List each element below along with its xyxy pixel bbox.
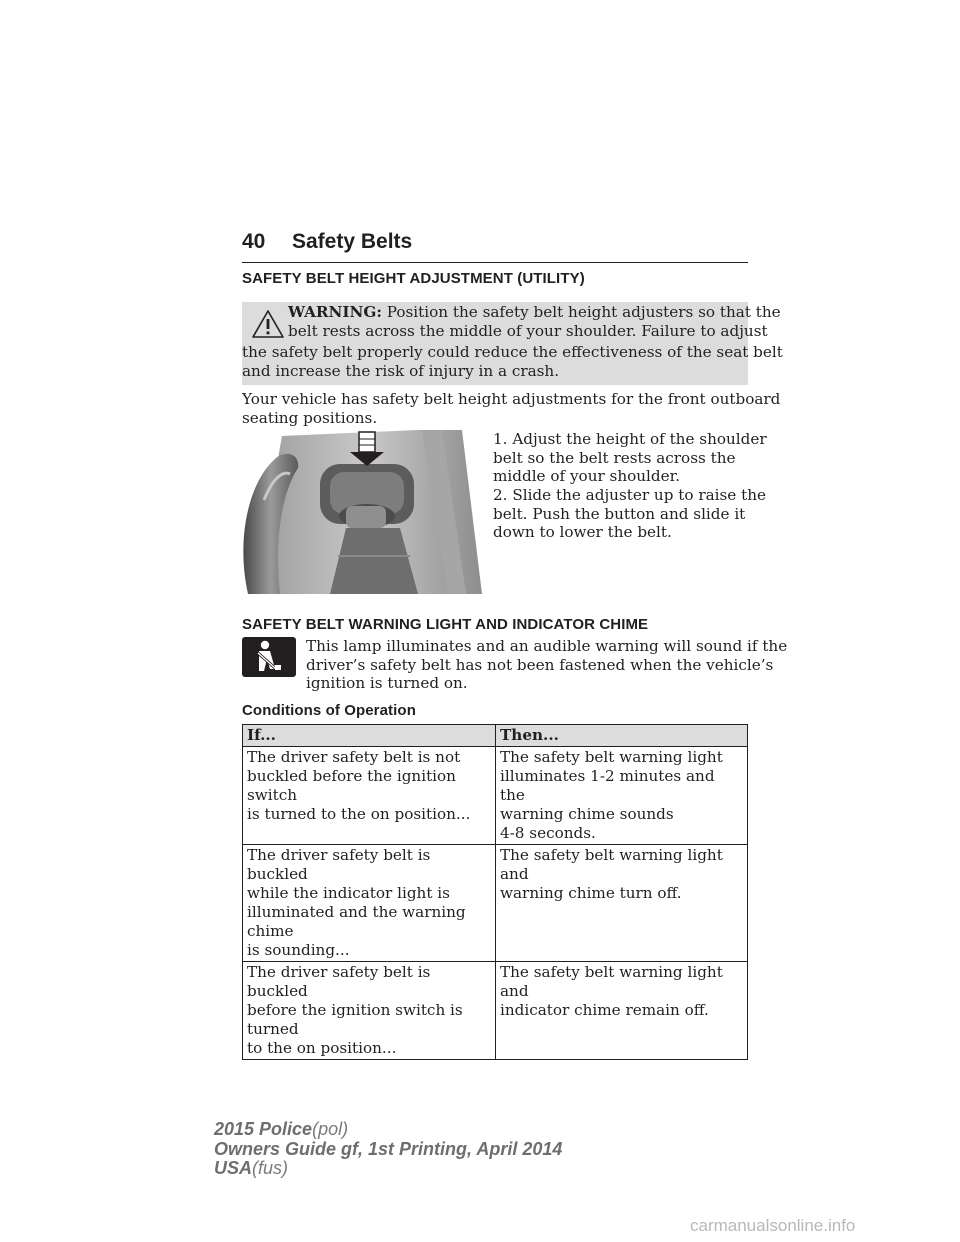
warning-line-2: belt rests across the middle of your shoulder. Failure to adjust bbox=[288, 322, 768, 340]
column-header-then: Then... bbox=[496, 725, 748, 747]
chapter-title: Safety Belts bbox=[292, 230, 413, 253]
column-header-if: If... bbox=[243, 725, 496, 747]
table-cell-then: The safety belt warning light illuminates 1-2 minutes and the warning chime sounds 4-8 seconds. bbox=[496, 747, 748, 845]
subheading-conditions: Conditions of Operation bbox=[242, 702, 416, 719]
page-number: 40 bbox=[242, 230, 266, 253]
print-footer bbox=[214, 1120, 562, 1179]
seatbelt-warning-icon bbox=[242, 637, 296, 677]
warning-light-description: This lamp illuminates and an audible warning will sound if the driver’s safety belt has not been fastened when the vehicle’s ignition is turned on. bbox=[306, 637, 788, 692]
table-cell-if: The driver safety belt is not buckled before the ignition switch is turned to the on position... bbox=[243, 747, 496, 845]
warning-triangle-icon bbox=[251, 309, 285, 339]
intro-paragraph: Your vehicle has safety belt height adjustments for the front outboard seating positions. bbox=[242, 390, 781, 427]
warning-line-1: WARNING: Position the safety belt height adjusters so that the bbox=[288, 303, 781, 321]
table-row bbox=[243, 845, 748, 962]
section-heading-height-adjustment: SAFETY BELT HEIGHT ADJUSTMENT (UTILITY) bbox=[242, 270, 585, 287]
section-heading-warning-light: SAFETY BELT WARNING LIGHT AND INDICATOR CHIME bbox=[242, 616, 649, 633]
watermark: carmanualsonline.info bbox=[690, 1216, 856, 1235]
footer-line-2: Owners Guide gf, 1st Printing, April 2014 bbox=[214, 1138, 563, 1159]
table-row bbox=[243, 962, 748, 1060]
table-header-row bbox=[243, 725, 748, 747]
table-row bbox=[243, 747, 748, 845]
step-1-text: 1. Adjust the height of the shoulder belt so the belt rests across the middle of your shoulder. bbox=[493, 430, 767, 485]
page-header bbox=[242, 230, 748, 263]
step-2-text: 2. Slide the adjuster up to raise the belt. Push the button and slide it down to lower the belt. bbox=[493, 486, 766, 541]
conditions-table bbox=[242, 724, 748, 1060]
warning-line-4: and increase the risk of injury in a crash. bbox=[242, 362, 560, 380]
table-cell-if: The driver safety belt is buckled while the indicator light is illuminated and the warning chime is sounding... bbox=[243, 845, 496, 962]
warning-box bbox=[242, 302, 783, 385]
warning-label: WARNING: bbox=[288, 303, 382, 321]
table-cell-then: The safety belt warning light and warning chime turn off. bbox=[496, 845, 748, 962]
table-cell-if: The driver safety belt is buckled before the ignition switch is turned to the on position... bbox=[243, 962, 496, 1060]
belt-adjuster-illustration bbox=[242, 430, 482, 594]
footer-line-3: USA(fus) bbox=[214, 1158, 289, 1178]
footer-line-1: 2015 Police(pol) bbox=[214, 1119, 349, 1139]
table-cell-then: The safety belt warning light and indicator chime remain off. bbox=[496, 962, 748, 1060]
warning-line-3: the safety belt properly could reduce the effectiveness of the seat belt bbox=[242, 343, 783, 361]
